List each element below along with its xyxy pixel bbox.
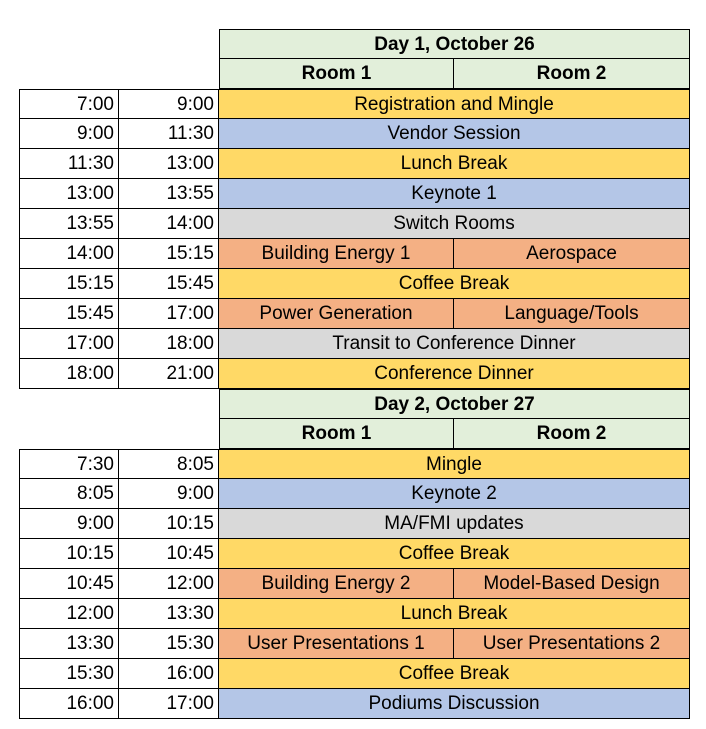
end-time: 14:00 [119, 209, 219, 239]
session-cell: Switch Rooms [219, 209, 690, 239]
session-cell: Conference Dinner [219, 359, 690, 389]
session-room1: Building Energy 1 [219, 239, 454, 269]
day-title: Day 2, October 27 [219, 389, 690, 419]
schedule-row [19, 179, 690, 209]
session-cell: Keynote 1 [219, 179, 690, 209]
schedule-table [19, 29, 690, 719]
schedule-row [19, 479, 690, 509]
schedule-row [19, 299, 690, 329]
session-cell: Podiums Discussion [219, 689, 690, 719]
start-time: 13:00 [19, 179, 119, 209]
start-time: 13:55 [19, 209, 119, 239]
room1-header: Room 1 [219, 419, 454, 449]
start-time: 7:00 [19, 89, 119, 119]
session-cell: Registration and Mingle [219, 89, 690, 119]
day-section [19, 389, 690, 719]
end-time: 17:00 [119, 689, 219, 719]
header-spacer [19, 389, 219, 419]
session-cell: Lunch Break [219, 149, 690, 179]
session-room2: User Presentations 2 [454, 629, 690, 659]
end-time: 12:00 [119, 569, 219, 599]
schedule-row [19, 239, 690, 269]
session-cell: Transit to Conference Dinner [219, 329, 690, 359]
end-time: 17:00 [119, 299, 219, 329]
schedule-row [19, 119, 690, 149]
day-section [19, 29, 690, 389]
session-cell: Lunch Break [219, 599, 690, 629]
start-time: 9:00 [19, 119, 119, 149]
day-title-row [19, 389, 690, 419]
session-room2: Model-Based Design [454, 569, 690, 599]
schedule-row [19, 269, 690, 299]
end-time: 8:05 [119, 449, 219, 479]
end-time: 9:00 [119, 479, 219, 509]
start-time: 10:15 [19, 539, 119, 569]
session-room1: Building Energy 2 [219, 569, 454, 599]
end-time: 18:00 [119, 329, 219, 359]
end-time: 13:30 [119, 599, 219, 629]
session-room1: Power Generation [219, 299, 454, 329]
start-time: 18:00 [19, 359, 119, 389]
end-time: 13:00 [119, 149, 219, 179]
start-time: 15:15 [19, 269, 119, 299]
start-time: 9:00 [19, 509, 119, 539]
room2-header: Room 2 [454, 59, 690, 89]
room-header-row [19, 59, 690, 89]
session-cell: Coffee Break [219, 659, 690, 689]
end-time: 16:00 [119, 659, 219, 689]
start-time: 14:00 [19, 239, 119, 269]
room1-header: Room 1 [219, 59, 454, 89]
end-time: 9:00 [119, 89, 219, 119]
room-header-row [19, 419, 690, 449]
schedule-row [19, 689, 690, 719]
start-time: 8:05 [19, 479, 119, 509]
start-time: 11:30 [19, 149, 119, 179]
schedule-row [19, 359, 690, 389]
start-time: 15:45 [19, 299, 119, 329]
end-time: 15:30 [119, 629, 219, 659]
schedule-row [19, 149, 690, 179]
end-time: 15:45 [119, 269, 219, 299]
day-title-row [19, 29, 690, 59]
end-time: 21:00 [119, 359, 219, 389]
end-time: 11:30 [119, 119, 219, 149]
start-time: 10:45 [19, 569, 119, 599]
start-time: 7:30 [19, 449, 119, 479]
day-title: Day 1, October 26 [219, 29, 690, 59]
end-time: 13:55 [119, 179, 219, 209]
header-spacer [19, 419, 219, 449]
session-cell: Keynote 2 [219, 479, 690, 509]
schedule-row [19, 209, 690, 239]
schedule-row [19, 599, 690, 629]
end-time: 15:15 [119, 239, 219, 269]
schedule-row [19, 89, 690, 119]
start-time: 17:00 [19, 329, 119, 359]
header-spacer [19, 29, 219, 59]
session-cell: Coffee Break [219, 539, 690, 569]
session-room2: Language/Tools [454, 299, 690, 329]
schedule-row [19, 569, 690, 599]
schedule-row [19, 539, 690, 569]
schedule-row [19, 659, 690, 689]
session-room1: User Presentations 1 [219, 629, 454, 659]
session-cell: Vendor Session [219, 119, 690, 149]
start-time: 15:30 [19, 659, 119, 689]
start-time: 13:30 [19, 629, 119, 659]
start-time: 12:00 [19, 599, 119, 629]
session-cell: Mingle [219, 449, 690, 479]
end-time: 10:45 [119, 539, 219, 569]
schedule-row [19, 449, 690, 479]
schedule-row [19, 509, 690, 539]
schedule-row [19, 329, 690, 359]
start-time: 16:00 [19, 689, 119, 719]
schedule-row [19, 629, 690, 659]
header-spacer [19, 59, 219, 89]
session-cell: MA/FMI updates [219, 509, 690, 539]
session-room2: Aerospace [454, 239, 690, 269]
room2-header: Room 2 [454, 419, 690, 449]
end-time: 10:15 [119, 509, 219, 539]
session-cell: Coffee Break [219, 269, 690, 299]
